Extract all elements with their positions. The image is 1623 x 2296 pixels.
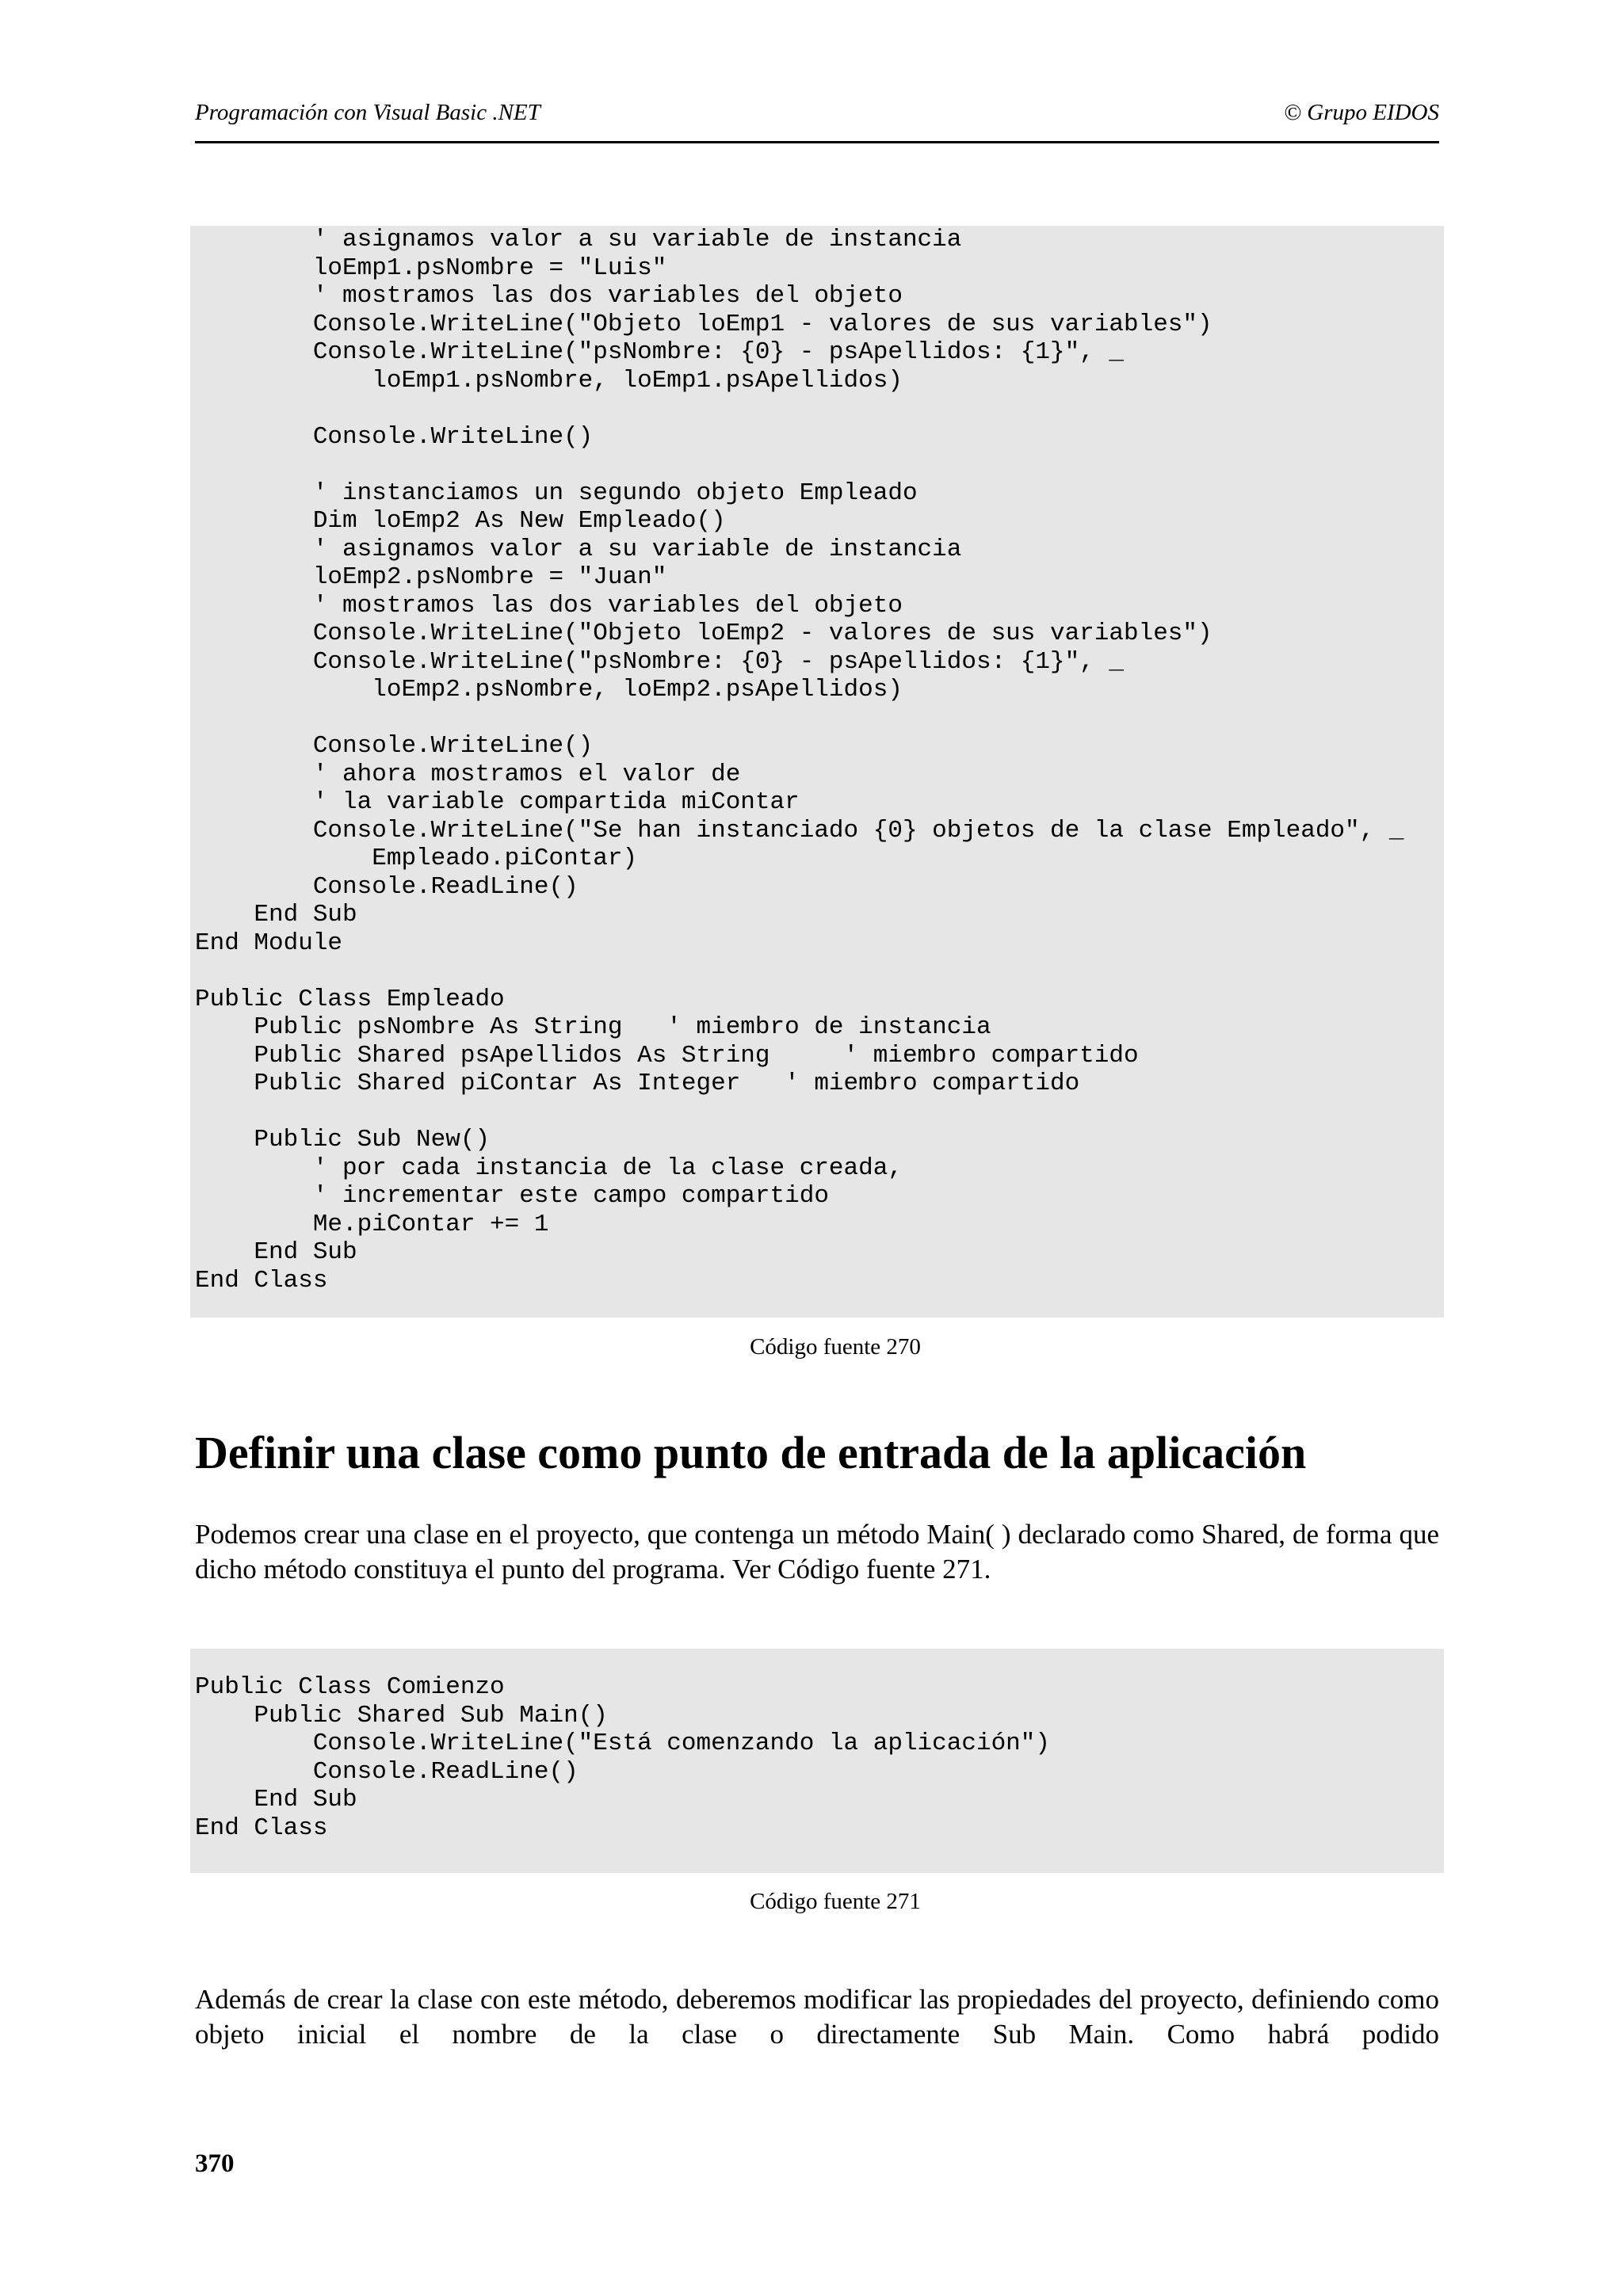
body-paragraph-2: Además de crear la clase con este método, deberemos modificar las propiedades del proyecto, definiendo como objeto inicial el nombre de la clase o directamente Sub Main. Como habrá podido bbox=[195, 1984, 1439, 2050]
code-listing-271: Public Class Comienzo Public Shared Sub Main() Console.WriteLine("Está comenzando la aplicación") Console.ReadLine() End Sub End Class bbox=[195, 1673, 1050, 1842]
code-caption-271: Código fuente 271 bbox=[750, 1889, 921, 1914]
book-title: Programación con Visual Basic .NET bbox=[195, 100, 540, 125]
page-header bbox=[195, 95, 1439, 143]
page-number: 370 bbox=[195, 2149, 235, 2178]
section-heading: Definir una clase como punto de entrada de la aplicación bbox=[195, 1427, 1307, 1478]
code-listing-270: ' asignamos valor a su variable de instancia loEmp1.psNombre = "Luis" ' mostramos las dos variables del objeto Console.WriteLine("Objeto loEmp1 - valores de sus variables") Console.WriteLine("psNombre: {0} - psApellidos: {1}", _ loEmp1.psNombre, loEmp1.psApellidos) Console.WriteLine() ' instanciamos un segundo objeto Empleado Dim loEmp2 As New Empleado() ' asignamos valor a su variable de instancia loEmp2.psNombre = "Juan" ' mostramos las dos variables del objeto Console.WriteLine("Objeto loEmp2 - valores de sus variables") Console.WriteLine("psNombre: {0} - psApellidos: {1}", _ loEmp2.psNombre, loEmp2.psApellidos) Console.WriteLine() ' ahora mostramos el valor de ' la variable compartida miContar Console.WriteLine("Se han instanciado {0} objetos de la clase Empleado", _ Empleado.piContar) Console.ReadLine() End Sub End Module Public Class Empleado Public psNombre As String ' miembro de instancia Public Shared psApellidos As String ' miembro compartido Public Shared piContar As Integer ' miembro compartido Public Sub New() ' por cada instancia de la clase creada, ' incrementar este campo compartido Me.piContar += 1 End Sub End Class bbox=[195, 226, 1404, 1295]
code-block-270 bbox=[190, 226, 1444, 1318]
code-block-271 bbox=[190, 1649, 1444, 1873]
body-paragraph-1: Podemos crear una clase en el proyecto, que contenga un método Main( ) declarado como Shared, de forma que dicho método constituya el punto del programa. Ver Código fuente 271. bbox=[195, 1519, 1439, 1585]
copyright-notice: © Grupo EIDOS bbox=[1283, 100, 1439, 125]
code-caption-270: Código fuente 270 bbox=[750, 1334, 921, 1360]
